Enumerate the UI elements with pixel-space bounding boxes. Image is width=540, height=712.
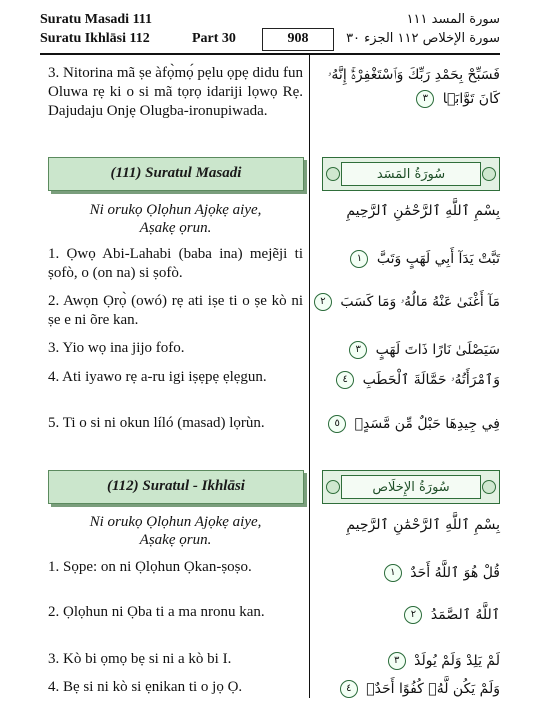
arabic-verse-112-4: [322, 678, 500, 700]
page-header: [40, 12, 500, 54]
arabic-verse-111-5: [322, 413, 500, 435]
surah-111-arabic-title: سُورَةُ المَسَد: [341, 162, 481, 186]
ornament-icon: [482, 167, 496, 181]
verse-number-marker: ٣: [349, 341, 367, 359]
basmala-translation-line2: Aṣakẹ ọrun.: [139, 220, 212, 236]
arabic-verse-111-2: [322, 291, 500, 313]
arabic-text: سَيَصْلَىٰ نَارًا ذَاتَ لَهَبٍ: [375, 342, 500, 358]
arabic-verse-112-1: [322, 562, 500, 584]
arabic-text: مَآ أَغْنَىٰ عَنْهُ مَالُهُۥ وَمَا كَسَبَ: [340, 294, 500, 310]
verse-number-marker: ٣: [388, 652, 406, 670]
verse-number-marker: ٤: [340, 680, 358, 698]
arabic-text: لَمْ يَلِدْ وَلَمْ يُولَدْ: [414, 653, 500, 669]
surah-111-banner: (111) Suratul Masadi: [48, 157, 304, 191]
basmala-translation-line1: Ni orukọ Ọlọhun Ajọkẹ aiye,: [89, 514, 262, 530]
ornament-icon: [326, 480, 340, 494]
verse-112-1: 1. Sọpe: on ni Ọlọhun Ọkan-ṣoṣo.: [48, 559, 252, 575]
header-surah-111: Suratu Masadi 111: [40, 12, 153, 27]
header-rule: [40, 53, 500, 55]
page-number: 908: [262, 28, 334, 51]
arabic-verse-111-1: [322, 248, 500, 270]
verse-number-marker: ٥: [328, 415, 346, 433]
verse-112-3: 3. Kò bi ọmọ bẹ si ni a kò bi I.: [48, 651, 232, 667]
verse-112-4: 4. Bẹ si ni kò si ẹnikan ti o jọ Ọ.: [48, 679, 243, 695]
ornament-icon: [326, 167, 340, 181]
arabic-verse-111-4: [322, 369, 500, 391]
arabic-text: فِي جِيدِهَا حَبْلٌ مِّن مَّسَدٍۭ: [354, 416, 500, 432]
basmala-translation-line1: Ni orukọ Ọlọhun Ajọkẹ aiye,: [89, 202, 262, 218]
ornament-icon: [482, 480, 496, 494]
basmala-translation-line2: Aṣakẹ ọrun.: [139, 532, 212, 548]
header-part: Part 30: [192, 31, 236, 46]
header-arabic-line2: سورة الإخلاص ١١٢ الجزء ٣٠: [346, 31, 500, 46]
verse-111-5: 5. Ti o si ni okun líló (masad) lọrùn.: [48, 415, 265, 431]
arabic-verse-111-3: [322, 339, 500, 361]
verse-number-marker: ٢: [404, 606, 422, 624]
arabic-text: ٱللَّهُ ٱلصَّمَدُ: [430, 607, 500, 623]
arabic-verse-112-3: [322, 650, 500, 672]
verse-111-4: 4. Ati iyawo rẹ a-ru igi iṣẹpẹ ẹlẹgun.: [48, 369, 267, 385]
verse-number-marker: ٤: [336, 371, 354, 389]
header-arabic-line1: سورة المسد ١١١: [406, 12, 500, 27]
surah-112-arabic-title: سُورَةُ الإِخلَاص: [341, 475, 481, 499]
column-divider: [309, 55, 310, 698]
arabic-text: وَلَمْ يَكُن لَّهُۥ كُفُوًا أَحَدٌۢ: [366, 681, 500, 697]
verse-number-marker: ٢: [314, 293, 332, 311]
verse-112-2: 2. Ọlọhun ni Ọba ti a ma nronu kan.: [48, 604, 265, 620]
header-surah-112: Suratu Ikhlāsi 112: [40, 31, 150, 46]
verse-111-3: 3. Yio wọ ina jijo fofo.: [48, 340, 185, 356]
arabic-text: قُلْ هُوَ ٱللَّهُ أَحَدٌ: [410, 565, 500, 581]
arabic-verse-110-3-line2: [322, 88, 500, 110]
surah-111-arabic-banner: [322, 157, 500, 191]
verse-number-marker: ١: [384, 564, 402, 582]
basmala-arabic: بِسْمِ ٱللَّهِ ٱلرَّحْمَٰنِ ٱلرَّحِيمِ: [346, 517, 500, 533]
surah-112-arabic-banner: [322, 470, 500, 504]
arabic-verse-112-2: [322, 604, 500, 626]
verse-number-marker: ٣: [416, 90, 434, 108]
arabic-text: تَبَّتْ يَدَآ أَبِي لَهَبٍ وَتَبَّ: [376, 251, 500, 267]
basmala-arabic: بِسْمِ ٱللَّهِ ٱلرَّحْمَٰنِ ٱلرَّحِيمِ: [346, 203, 500, 219]
verse-111-1: 1. Ọwọ Abi-Lahabi (baba ina) mejẽji ti ṣofò, o (on na) si ṣofò.: [48, 246, 303, 281]
verse-number-marker: ١: [350, 250, 368, 268]
verse-110-3: 3. Nitorina mã ṣe àfọ̀mọ́ pẹlu ọpẹ didu fun Oluwa rẹ ki o si mã tọrọ idariji lọwọ Rẹ. Dajudaju Onjẹ Olugba-ironupiwada.: [48, 65, 303, 119]
arabic-text: كَانَ تَوَّابَۢا: [442, 91, 500, 107]
arabic-text: وَٱمْرَأَتُهُۥ حَمَّالَةَ ٱلْحَطَبِ: [362, 372, 500, 388]
surah-112-banner: (112) Suratul - Ikhlāsi: [48, 470, 304, 504]
verse-111-2: 2. Awọn Ọrọ̀ (owó) rẹ ati iṣe ti o ṣe kò ni ṣe e ni õre kan.: [48, 293, 303, 328]
arabic-verse-110-3-line1: فَسَبِّحْ بِحَمْدِ رَبِّكَ وَٱسْتَغْفِرْهُۚ إِنَّهُۥ: [327, 67, 500, 83]
